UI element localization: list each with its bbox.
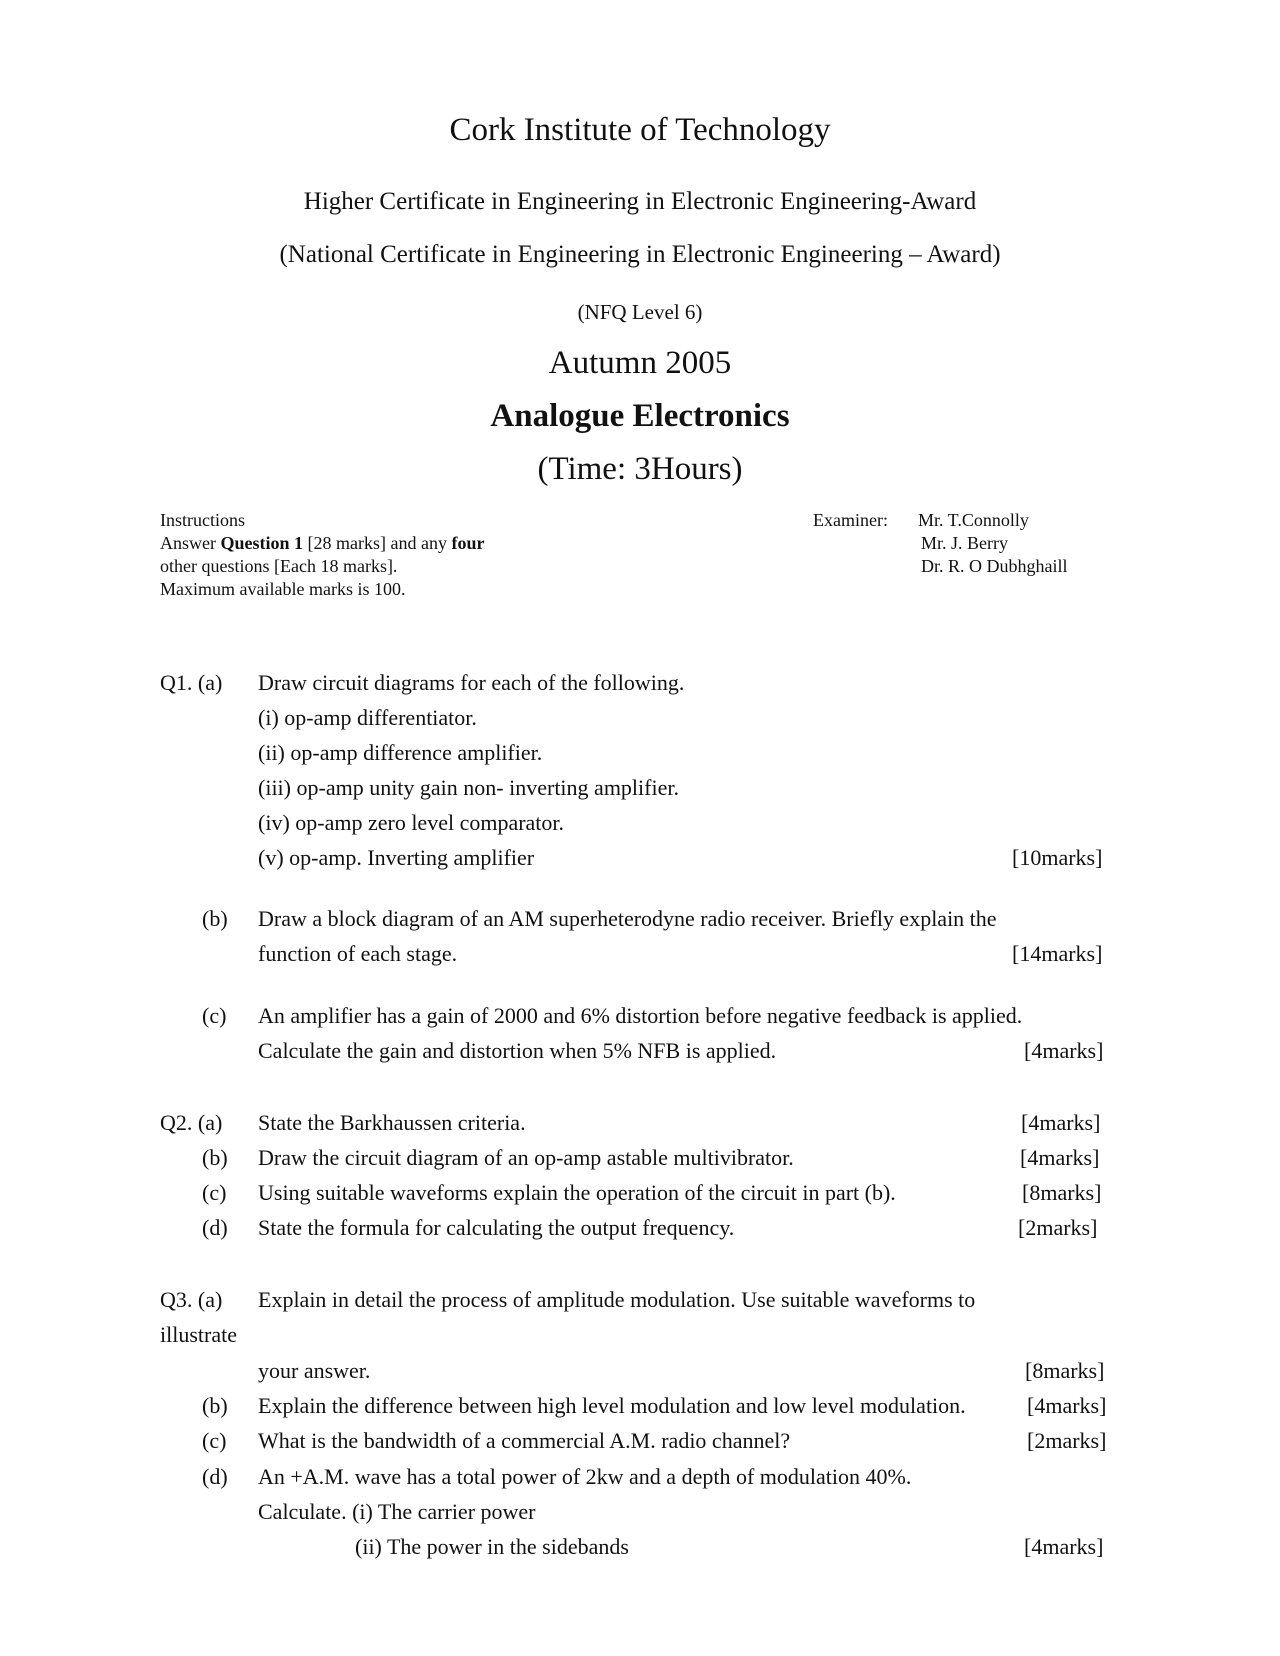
- instructions-line-2: other questions [Each 18 marks].: [160, 556, 398, 576]
- examiner-list: [918, 509, 1068, 578]
- q3c-marks: [2marks]: [1027, 1428, 1107, 1453]
- q3b-text: Explain the difference between high level modulation and low level modulation.: [258, 1393, 966, 1418]
- q1a-item: (v) op-amp. Inverting amplifier: [258, 845, 535, 870]
- q1c-label: (c): [202, 1003, 227, 1028]
- q2a-marks: [4marks]: [1021, 1110, 1101, 1135]
- q2-label: Q2. (a): [160, 1110, 223, 1135]
- q2c-label: (c): [202, 1180, 227, 1205]
- q3d-label: (d): [202, 1464, 228, 1489]
- instructions-line-3: Maximum available marks is 100.: [160, 579, 406, 599]
- examiner-label: Examiner:: [813, 510, 888, 530]
- instructions-heading: Instructions: [160, 510, 245, 530]
- q2c-text: Using suitable waveforms explain the operation of the circuit in part (b).: [258, 1180, 896, 1205]
- q1a-item: (i) op-amp differentiator.: [258, 705, 477, 730]
- q2d-label: (d): [202, 1215, 228, 1240]
- award-title: Higher Certificate in Engineering in Electronic Engineering-Award: [303, 188, 977, 215]
- q1c-text: Calculate the gain and distortion when 5% NFB is applied.: [258, 1038, 777, 1063]
- q1c-marks: [4marks]: [1024, 1038, 1104, 1063]
- q2d-text: State the formula for calculating the output frequency.: [258, 1215, 735, 1240]
- instructions-block: [160, 509, 484, 601]
- q2b-text: Draw the circuit diagram of an op-amp astable multivibrator.: [258, 1145, 794, 1170]
- exam-duration: (Time: 3Hours): [537, 451, 743, 487]
- examiner-name: Dr. R. O Dubhghaill: [921, 556, 1068, 576]
- q3a-text: Explain in detail the process of amplitude modulation. Use suitable waveforms to: [258, 1287, 976, 1312]
- q1b-label: (b): [202, 906, 228, 931]
- exam-session: Autumn 2005: [548, 345, 732, 381]
- q3a-text: your answer.: [258, 1358, 371, 1383]
- award-subtitle: (National Certificate in Engineering in Electronic Engineering – Award): [279, 241, 1001, 268]
- q1a-item: (iii) op-amp unity gain non- inverting amplifier.: [258, 775, 679, 800]
- q3c-label: (c): [202, 1428, 227, 1453]
- q3b-marks: [4marks]: [1027, 1393, 1107, 1418]
- q3b-label: (b): [202, 1393, 228, 1418]
- q2a-text: State the Barkhaussen criteria.: [258, 1110, 526, 1135]
- q2b-marks: [4marks]: [1020, 1145, 1100, 1170]
- institute-title: Cork Institute of Technology: [449, 112, 831, 148]
- q1a-item: (iv) op-amp zero level comparator.: [258, 810, 565, 835]
- q3d-text: An +A.M. wave has a total power of 2kw and a depth of modulation 40%.: [258, 1464, 912, 1489]
- q2b-label: (b): [202, 1145, 228, 1170]
- q1c-text: An amplifier has a gain of 2000 and 6% distortion before negative feedback is applied.: [258, 1003, 1023, 1028]
- nfq-level: (NFQ Level 6): [577, 300, 703, 324]
- q1-label: Q1. (a): [160, 670, 223, 695]
- q1a-text: Draw circuit diagrams for each of the following.: [258, 670, 685, 695]
- q3d-text: Calculate. (i) The carrier power: [258, 1499, 536, 1524]
- examiner-name: Mr. T.Connolly: [918, 510, 1029, 530]
- q3d-text: (ii) The power in the sidebands: [355, 1534, 629, 1559]
- subject-title: Analogue Electronics: [490, 398, 790, 434]
- q2d-marks: [2marks]: [1018, 1215, 1098, 1240]
- q3a-marks: [8marks]: [1025, 1358, 1105, 1383]
- q2c-marks: [8marks]: [1022, 1180, 1102, 1205]
- q3-label: Q3. (a): [160, 1287, 223, 1312]
- q1b-text: Draw a block diagram of an AM superheterodyne radio receiver. Briefly explain the: [258, 906, 997, 931]
- q3a-wrap: illustrate: [160, 1322, 237, 1347]
- examiner-name: Mr. J. Berry: [921, 533, 1008, 553]
- q3d-marks: [4marks]: [1024, 1534, 1104, 1559]
- q3c-text: What is the bandwidth of a commercial A.M. radio channel?: [258, 1428, 791, 1453]
- q1a-item: (ii) op-amp difference amplifier.: [258, 740, 543, 765]
- q1b-marks: [14marks]: [1012, 941, 1103, 966]
- q1a-marks: [10marks]: [1012, 845, 1103, 870]
- instructions-line-1: Answer Question 1 [28 marks] and any four: [160, 533, 485, 553]
- q1b-text: function of each stage.: [258, 941, 458, 966]
